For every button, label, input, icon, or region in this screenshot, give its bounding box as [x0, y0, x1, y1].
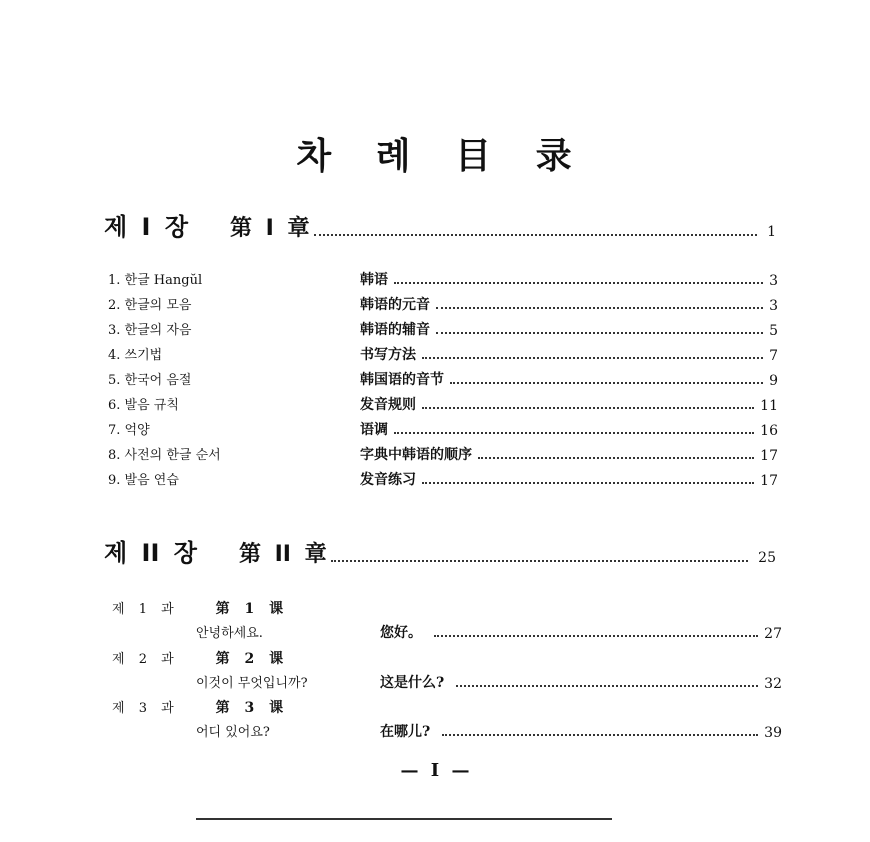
lesson-2-heading — [112, 648, 283, 668]
lesson-3-heading — [112, 697, 283, 717]
entry-chinese: 韩语的辅音 — [360, 322, 430, 338]
footer-divider — [196, 818, 612, 820]
entry-chinese: 书写方法 — [360, 347, 416, 363]
dot-leader — [314, 234, 758, 236]
entry-chinese: 韩语 — [360, 272, 388, 288]
entry-page: 7 — [769, 348, 778, 364]
lesson-entry — [196, 721, 782, 741]
lesson-title-chinese: 您好。 — [380, 625, 422, 641]
dot-leader — [394, 432, 754, 434]
entry-page: 17 — [760, 448, 778, 464]
chapter-2-page: 25 — [758, 550, 776, 566]
entry-page: 5 — [769, 323, 778, 339]
dot-leader — [422, 482, 754, 484]
toc-entry — [108, 269, 778, 289]
toc-entry — [108, 344, 778, 364]
entry-korean: 5. 한국어 음절 — [108, 373, 192, 388]
entry-page: 16 — [760, 423, 778, 439]
entry-page: 17 — [760, 473, 778, 489]
lesson-heading-chinese: 第 3 课 — [215, 700, 284, 716]
entry-korean: 2. 한글의 모음 — [108, 298, 192, 313]
lesson-heading-korean: 제 2 과 — [112, 652, 174, 667]
dot-leader — [422, 407, 754, 409]
dot-leader — [478, 457, 754, 459]
chapter-1-page: 1 — [767, 224, 776, 240]
lesson-heading-chinese: 第 2 课 — [215, 651, 284, 667]
lesson-title-chinese: 在哪儿? — [380, 724, 431, 740]
toc-entry — [108, 369, 778, 389]
dot-leader — [450, 382, 763, 384]
lesson-heading-korean: 제 3 과 — [112, 701, 174, 716]
dot-leader — [331, 560, 749, 562]
chapter-2-heading — [104, 538, 776, 568]
entry-page: 3 — [769, 298, 778, 314]
chapter-1-chinese: 第 I 章 — [230, 216, 310, 241]
dot-leader — [394, 282, 763, 284]
chapter-1-heading — [104, 212, 776, 242]
lesson-1-heading — [112, 598, 283, 618]
entry-page: 9 — [769, 373, 778, 389]
chapter-1-korean: 제 I 장 — [104, 213, 189, 241]
lesson-title-korean: 이것이 무엇입니까? — [196, 676, 308, 691]
toc-entry — [108, 444, 778, 464]
page-number: — I — — [400, 760, 470, 781]
lesson-page: 27 — [764, 626, 782, 642]
page-title: 차 례 目 录 — [296, 136, 574, 177]
entry-korean: 6. 발음 규칙 — [108, 398, 179, 413]
entry-chinese: 韩国语的音节 — [360, 372, 444, 388]
dot-leader — [436, 332, 763, 334]
lesson-heading-korean: 제 1 과 — [112, 602, 174, 617]
entry-page: 3 — [769, 273, 778, 289]
chapter-2-korean: 제 II 장 — [104, 539, 197, 567]
entry-korean: 1. 한글 Hangŭl — [108, 273, 203, 288]
entry-chinese: 语调 — [360, 422, 388, 438]
dot-leader — [442, 734, 758, 736]
dot-leader — [434, 635, 758, 637]
dot-leader — [436, 307, 763, 309]
lesson-title-chinese: 这是什么? — [380, 675, 445, 691]
entry-chinese: 发音规则 — [360, 397, 416, 413]
lesson-title-korean: 어디 있어요? — [196, 725, 270, 740]
lesson-page: 32 — [764, 676, 782, 692]
dot-leader — [422, 357, 763, 359]
entry-korean: 7. 억양 — [108, 423, 150, 438]
entry-korean: 4. 쓰기법 — [108, 348, 163, 363]
dot-leader — [456, 685, 758, 687]
lesson-entry — [196, 672, 782, 692]
entry-chinese: 发音练习 — [360, 472, 416, 488]
entry-korean: 3. 한글의 자음 — [108, 323, 192, 338]
entry-korean: 8. 사전의 한글 순서 — [108, 448, 221, 463]
toc-entry — [108, 419, 778, 439]
toc-entry — [108, 319, 778, 339]
toc-entry — [108, 469, 778, 489]
chapter-2-chinese: 第 II 章 — [238, 542, 327, 567]
lesson-page: 39 — [764, 725, 782, 741]
entry-korean: 9. 발음 연습 — [108, 473, 179, 488]
lesson-title-korean: 안녕하세요. — [196, 626, 263, 641]
entry-chinese: 韩语的元音 — [360, 297, 430, 313]
entry-page: 11 — [760, 398, 778, 414]
toc-entry — [108, 394, 778, 414]
entry-chinese: 字典中韩语的顺序 — [360, 447, 472, 463]
lesson-entry — [196, 622, 782, 642]
toc-entry — [108, 294, 778, 314]
lesson-heading-chinese: 第 1 课 — [215, 601, 284, 617]
